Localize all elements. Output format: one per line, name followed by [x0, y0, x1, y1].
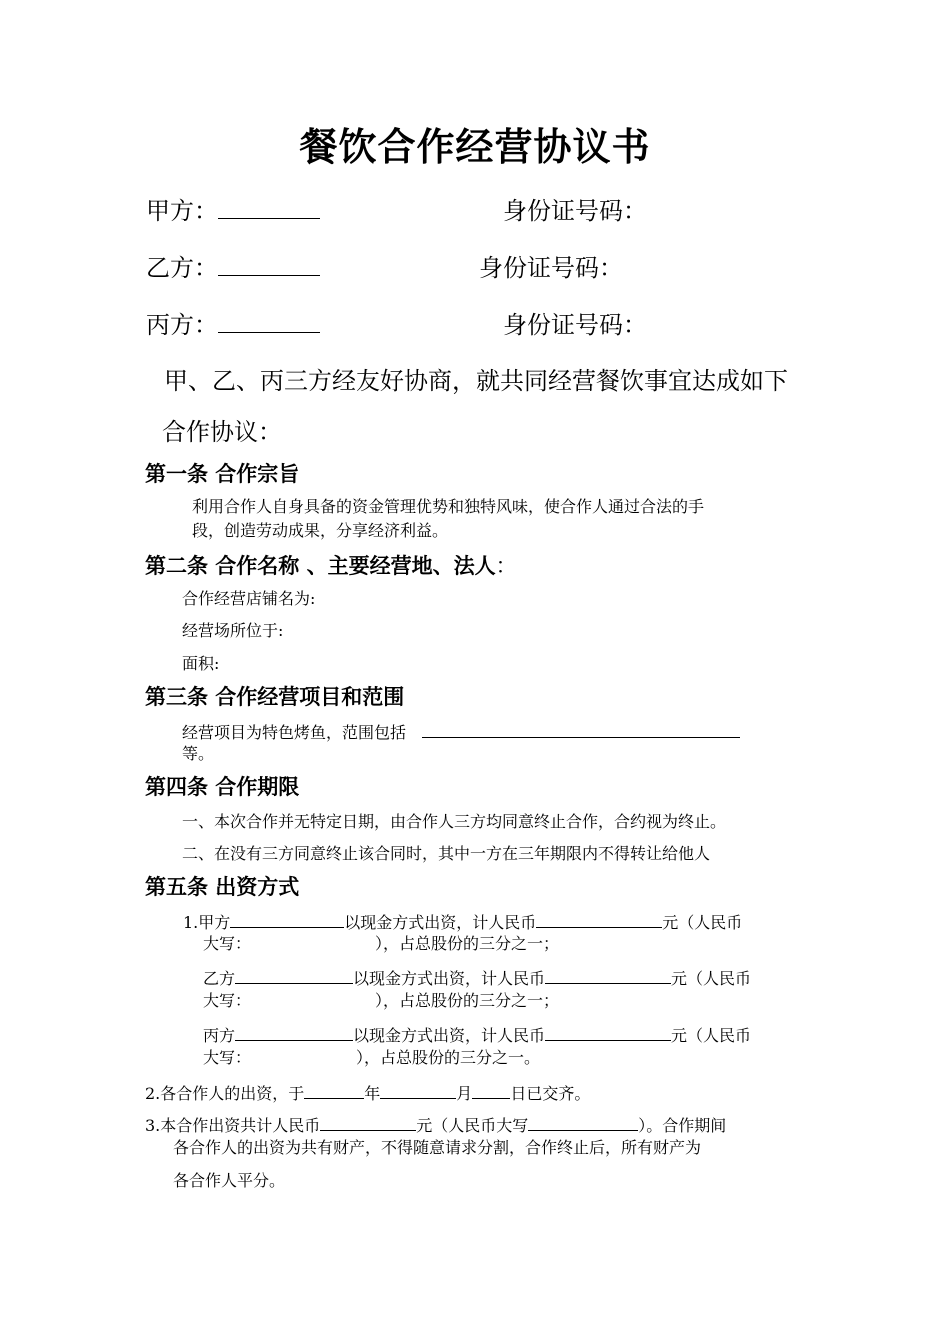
contribution-c-suffix: 元（人民币: [671, 1026, 752, 1045]
party-c-id-label: 身份证号码：: [503, 311, 647, 339]
article-5-item-3-line-3: 各合作人平分。: [173, 1171, 286, 1190]
article-3-line-2: 等。: [182, 744, 215, 763]
party-a-row: [146, 199, 320, 223]
party-c-blank[interactable]: [218, 314, 320, 333]
article-3-heading: 第三条 合作经营项目和范围: [145, 685, 405, 709]
intro-line-2: 合作协议：: [162, 418, 282, 446]
payment-day-blank[interactable]: [472, 1083, 510, 1099]
month-label: 月: [456, 1084, 473, 1103]
total-capital-prefix: 3.本合作出资共计人民币: [145, 1116, 321, 1135]
contribution-b-line-1: [203, 968, 751, 987]
contribution-c-name-blank[interactable]: [235, 1025, 353, 1041]
contribution-c-prefix: 丙方: [203, 1026, 236, 1045]
contribution-c-end: ），占总股份的三分之一。: [356, 1048, 541, 1067]
contribution-c-amount-blank[interactable]: [545, 1025, 671, 1041]
article-5-item-2: [145, 1083, 590, 1102]
article-4-item-2: 二、在没有三方同意终止该合同时，其中一方在三年期限内不得转让给他人: [182, 844, 711, 863]
article-1-line-2: 段，创造劳动成果，分享经济利益。: [192, 521, 449, 540]
payment-year-blank[interactable]: [304, 1083, 364, 1099]
article-2-heading-text: 第二条 合作名称 、主要经营地、法人: [145, 554, 496, 578]
document-title: 餐饮合作经营协议书: [299, 124, 651, 169]
contribution-b-line-2: [203, 993, 559, 1009]
party-c-row: [146, 313, 320, 337]
contribution-a-line-1: [183, 912, 742, 931]
contribution-a-end: ），占总股份的三分之一；: [375, 934, 560, 953]
contribution-a-caps-label: 大写：: [203, 934, 252, 953]
contribution-b-mid: 以现金方式出资，计人民币: [353, 969, 546, 988]
article-4-heading: 第四条 合作期限: [145, 775, 300, 799]
scope-blank[interactable]: [422, 722, 740, 738]
contribution-a-amount-blank[interactable]: [536, 912, 662, 928]
contribution-c-caps-label: 大写：: [203, 1048, 252, 1067]
article-2-heading: [145, 556, 517, 577]
article-1-heading: 第一条 合作宗旨: [145, 462, 300, 486]
article-2-heading-colon: ：: [495, 554, 517, 578]
intro-line-1: 甲、乙、丙三方经友好协商，就共同经营餐饮事宜达成如下: [164, 367, 788, 395]
party-c-label: 丙方：: [146, 311, 218, 339]
contribution-a-prefix: 1.甲方: [183, 913, 231, 932]
contribution-b-suffix: 元（人民币: [671, 969, 752, 988]
article-3-line-1: [182, 722, 740, 741]
party-b-blank[interactable]: [218, 257, 320, 276]
contribution-a-suffix: 元（人民币: [662, 913, 743, 932]
contribution-a-name-blank[interactable]: [230, 912, 344, 928]
article-1-line-1: 利用合作人自身具备的资金管理优势和独特风味，使合作人通过合法的手: [192, 497, 705, 516]
contribution-b-amount-blank[interactable]: [545, 968, 671, 984]
party-b-row: [146, 256, 320, 280]
location-label: 经营场所位于:: [182, 621, 284, 640]
total-capital-caps-label: 元（人民币大写: [416, 1116, 529, 1135]
contribution-b-prefix: 乙方: [203, 969, 236, 988]
contribution-a-mid: 以现金方式出资，计人民币: [344, 913, 537, 932]
party-b-label: 乙方：: [146, 254, 218, 282]
contribution-b-name-blank[interactable]: [235, 968, 353, 984]
total-capital-caps-blank[interactable]: [528, 1115, 638, 1131]
payment-date-prefix: 2.各合作人的出资，于: [145, 1084, 305, 1103]
party-a-blank[interactable]: [218, 200, 320, 219]
party-a-label: 甲方：: [146, 197, 218, 225]
store-name-label: 合作经营店铺名为:: [182, 589, 316, 608]
article-5-item-3-line-2: 各合作人的出资为共有财产，不得随意请求分割，合作终止后，所有财产为: [173, 1138, 702, 1157]
article-4-item-1: 一、本次合作并无特定日期，由合作人三方均同意终止合作，合约视为终止。: [182, 812, 727, 831]
contribution-c-mid: 以现金方式出资，计人民币: [353, 1026, 546, 1045]
contribution-c-line-2: [203, 1050, 540, 1066]
payment-month-blank[interactable]: [380, 1083, 456, 1099]
total-capital-blank[interactable]: [320, 1115, 416, 1131]
contribution-a-line-2: [203, 936, 559, 952]
year-label: 年: [364, 1084, 381, 1103]
contribution-b-caps-label: 大写：: [203, 991, 252, 1010]
contribution-c-line-1: [203, 1025, 751, 1044]
day-label: 日已交齐。: [510, 1084, 591, 1103]
party-a-id-label: 身份证号码：: [503, 197, 647, 225]
party-b-id-label: 身份证号码：: [479, 254, 623, 282]
article-3-text: 经营项目为特色烤鱼，范围包括: [182, 723, 407, 742]
contribution-b-end: ），占总股份的三分之一；: [375, 991, 560, 1010]
article-5-heading: 第五条 出资方式: [145, 875, 300, 899]
article-5-item-3-line-1: [145, 1115, 726, 1134]
area-label: 面积:: [182, 654, 220, 673]
total-capital-end: ）。合作期间: [638, 1116, 727, 1135]
